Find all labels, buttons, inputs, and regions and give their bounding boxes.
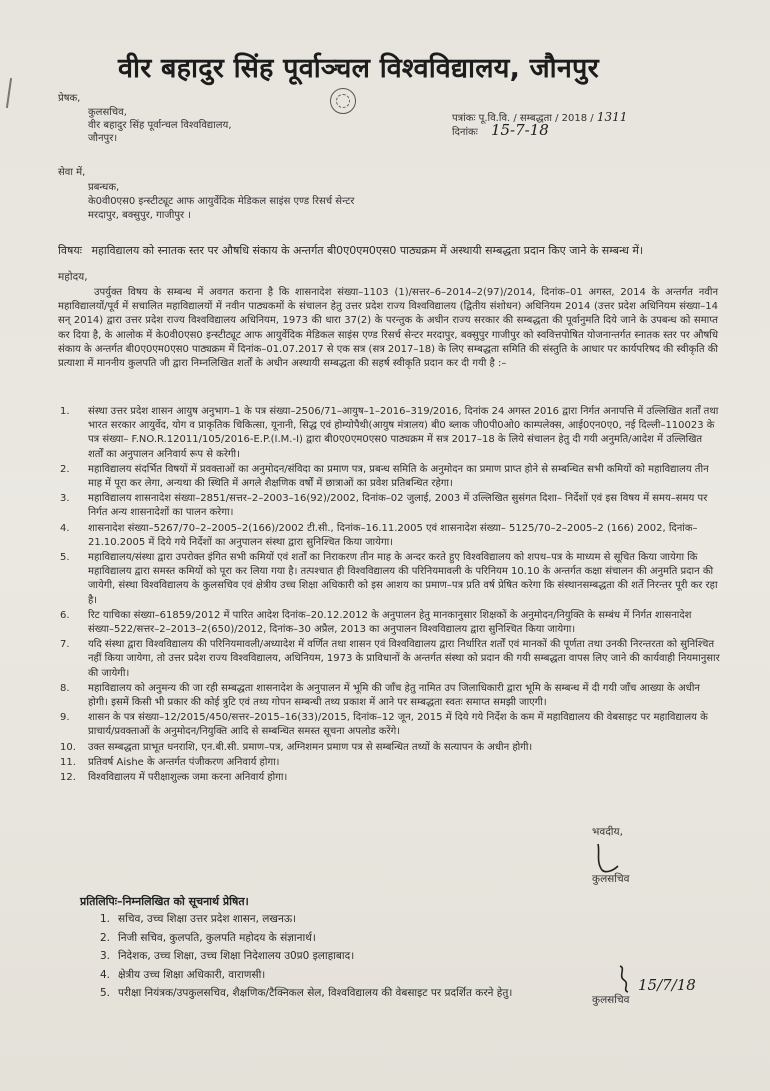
condition-item: 6. रिट याचिका संख्या–61859/2012 में पारित आदेश दिनांक–20.12.2012 के अनुपालन हेतु मानकानुसार शिक्षकों के अनुमोदन/नियुक्ति के सम्बंध में निर्गत शासनादेश संख्या–522/सत्तर–2–2013–2(650)/2012, दिनांक–30 अप्रैल, 2013 का अनुपालन विश्वविद्यालय द्वारा सुनिश्चित किया जायेगा। [60, 609, 692, 636]
sender-line-3: जौनपुर। [88, 133, 118, 144]
date-label: दिनांकः [452, 127, 478, 138]
condition-item: 9. शासन के पत्र संख्या–12/2015/450/सत्तर–2015–16(33)/2015, दिनांक–12 जून, 2015 में दिये गये निर्देश के कम में महाविद्यालय की वेबसाइट पर महाविद्यालय के प्राचार्य/प्रवक्ताओं के अनुमोदन/नियुक्ति आदि से सम्बन्धित समस्त सूचना अपलोड करेंगे। [60, 712, 708, 738]
condition-item: 3. महाविद्यालय शासनादेश संख्या–2851/सत्तर–2–2003–16(92)/2002, दिनांक–02 जुलाई, 2003 में उल्लिखित सुसंगत दिशा– निर्देशों एवं इस विषय में समय–समय पर निर्गत अन्य शासनादेशों का पालन करेगा। [60, 493, 708, 519]
recipient-label: सेवा में, [58, 167, 86, 178]
condition-item: 1. संस्था उत्तर प्रदेश शासन आयुष अनुभाग–1 के पत्र संख्या–2506/71–आयुष–1–2016–319/2016, दिनांक 24 अगस्त 2016 द्वारा निर्गत अनापत्ति में उल्लिखित शर्तों तथा भारत सरकार आयुर्वेद, योग व प्राकृतिक चिकित्सा, यूनानी, सिद्ध एवं होम्योपैथी(आयुष मंत्रालय) बी0 ब्लाक जी0पी0ओ0 काम्पलेक्स, आई0एन0ए0, नई दिल्ली–110023 के पत्र संख्या– F.NO.R.12011/105/2016-E.P.(I.M.-I) द्वारा बी0ए0एम0एस0 पाठ्यक्रम में सत्र 2017–18 के लिये संचालन हेतु दी गयी अनुमति/आदेश में उल्लिखित शर्तों का अनुपालन अनिवार्य रूप से करेगी। [60, 406, 719, 460]
reference-handwritten-number: 1311 [596, 110, 628, 124]
condition-item: 4. शासनादेश संख्या–5267/70–2–2005–2(166)/2002 टी.सी., दिनांक–16.11.2005 एवं शासनादेश संख्या– 5125/70–2–2005–2 (166) 2002, दिनांक–21.10.2005 में दिये गये निर्देशों का अनुपालन संस्था द्वारा सुनिश्चित किया जायेगा। [60, 522, 698, 548]
university-seal-icon [330, 88, 356, 114]
body-paragraph: उपर्युक्त विषय के सम्बन्ध में अवगत कराना है कि शासनादेश संख्या–1103 (1)/सत्तर–6–2014–2(97)/2014, दिनांक–01 अगस्त, 2014 के अन्तर्गत नवीन महाविद्यालयों/पूर्व में सचालित महाविद्यालयों में नवीन पाठ्यकमों के संचालन हेतु उत्तर प्रदेश राज्य विश्वविद्यालय (द्वितीय संशोधन) अधिनियम 2014 (उत्तर प्रदेश अधिनियम संख्या–14 सन् 2014) द्वारा उत्तर प्रदेश राज्य विश्वविद्यालय अधिनियम, 1973 की धारा 37(2) के परन्तुक के अधीन राज्य सरकार की सम्बद्धता की पूर्वानुमति दिये जाने के उपबन्ध को समाप्त कर दिया है, के आलोक में के0वी0एस0 इन्स्टीट्यूट आफ आयुर्वेदिक मेडिकल साइंस एण्ड रिसर्च सेन्टर मरदापुर, बक्सुपुर गाजीपुर को स्ववित्तपोषित योजनान्तर्गत स्नातक स्तर पर औषधि संकाय के अन्तर्गत बी0ए0एम0एस0 पाठ्यक्रम में दिनांक–01.07.2017 से एक सत्र (सत्र 2017–18) के लिए सम्बद्धता समिति की संस्तुति के आधार पर कार्यपरिषद की स्वीकृति की प्रत्याशा में माननीय कुलपति जी द्वारा निम्नलिखित शर्तों के अधीन अस्थायी सम्बद्धता की सहर्ष स्वीकृति प्रदान कर दी गयी है :– [58, 287, 718, 370]
condition-item: 7. यदि संस्था द्वारा विश्वविद्यालय की परिनियमावली/अध्यादेश में वर्णित तथा शासन एवं विश्वविद्यालय द्वारा निर्धारित शर्तों एवं मानकों की पूर्णता तथा उनकी निरन्तरता को सुनिश्चित नहीं किया जायेगा, तो उत्तर प्रदेश राज्य विश्वविद्यालय, अधिनियम, 1973 के प्राविधानों के अन्तर्गत संस्था को प्रदान की गयी सम्बद्धता वापस लिए जाने की कार्यवाही नियमानुसार की जायेगी। [60, 639, 720, 679]
letter-date [452, 121, 549, 139]
copy-item: 5. परीक्षा नियंत्रक/उपकुलसचिव, शैक्षणिक/टैक्निकल सेल, विश्वविद्यालय की वेबसाइट पर प्रदर्शित करने हेतु। [100, 987, 513, 999]
margin-mark [6, 78, 12, 108]
copy-item: 1. सचिव, उच्च शिक्षा उत्तर प्रदेश शासन, लखनऊ। [100, 913, 297, 925]
recipient-line-1: प्रबन्धक, [88, 182, 120, 193]
subject [58, 243, 718, 259]
condition-item: 12. विश्वविद्यालय में परीक्षाशुल्क जमा करना अनिवार्य होगा। [60, 772, 288, 784]
sender-line-2: वीर बहादुर सिंह पूर्वान्चल विश्वविद्यालय, [88, 120, 232, 131]
copy-designation: कुलसचिव [592, 994, 630, 1006]
condition-item: 11. प्रतिवर्ष Aishe के अन्तर्गत पंजीकरण अनिवार्य होगा। [60, 756, 280, 768]
copy-handwritten-date: 15/7/18 [638, 976, 696, 994]
condition-item: 10. उक्त सम्बद्धता प्राभूत धनराशि, एन.बी.सी. प्रमाण–पत्र, अग्निशमन प्रमाण पत्र से सम्बन्धित तथ्यों के सत्यापन के अधीन होगी। [60, 741, 533, 753]
subject-text: महाविद्यालय को स्नातक स्तर पर औषधि संकाय के अन्तर्गत बी0ए0एम0एस0 पाठ्यक्रम में अस्थायी सम्बद्धता प्रदान किए जाने के सम्बन्ध में। [91, 244, 644, 257]
sender-label: प्रेषक, [58, 93, 81, 104]
salutation: महोदय, [58, 271, 88, 283]
copy-item: 3. निदेशक, उच्च शिक्षा, उच्च शिक्षा निदेशालय उ0प्र0 इलाहाबाद। [100, 950, 355, 962]
university-title: वीर बहादुर सिंह पूर्वाञ्चल विश्वविद्यालय, जौनपुर [118, 53, 599, 84]
recipient-line-3: मरदापुर, बक्सुपुर, गाजीपुर । [88, 210, 192, 221]
copy-heading: प्रतिलिपिः–निम्नलिखित को सूचनार्थ प्रेषित। [80, 895, 249, 908]
reference-label: पत्रांकः पू.वि.वि. / सम्बद्धता / 2018 / [452, 113, 594, 124]
copy-item: 4. क्षेत्रीय उच्च शिक्षा अधिकारी, वाराणसी। [100, 968, 266, 981]
closing-bhavdiya: भवदीय, [592, 826, 623, 838]
registrar-signature-icon [588, 840, 648, 876]
date-handwritten: 15-7-18 [490, 121, 549, 139]
condition-item: 8. महाविद्यालय को अनुमन्य की जा रही सम्बद्धता शासनादेश के अनुपालन में भूमि की जाँच हेतु नामित उप जिलाधिकारी द्वारा भूमि के सम्बन्ध में दी गयी जाँच आख्या के अधीन होगी। इसमें किसी भी प्रकार की कोई त्रुटि एवं तथ्य गोपन सम्बन्धी तथ्य प्रकाश में आने पर सम्बद्धता स्वतः समाप्त समझी जाएगी। [60, 682, 700, 709]
copy-list [100, 910, 640, 1003]
condition-item: 5. महाविद्यालय/संस्था द्वारा उपरोक्त इंगित सभी कमियों एवं शर्तों का निराकरण तीन माह के अन्दर करते हुए विश्वविद्यालय को शपथ–पत्र के माध्यम से सूचित किया जायेगा कि महाविद्यालय द्वारा समस्त कमियों को पूरा कर लिया गया है। तत्पश्चात ही विश्वविद्यालय की परिनियमावली के परिनियम 10.10 के अन्तर्गत कक्षा संचालन की अनुमति प्रदान की जायेगी, संस्था विश्वविद्यालय के कुलसचिव एवं क्षेत्रीय उच्च शिक्षा अधिकारी को इस आशय का प्रमाण–पत्र प्रति वर्ष प्रेषित करेगा कि संस्थानसम्बद्धता की शर्ते निरन्तर पूरी कर रहा है। [60, 552, 718, 606]
copy-item: 2. निजी सचिव, कुलपति, कुलपति महोदय के संज्ञानार्थ। [100, 931, 316, 944]
closing-designation: कुलसचिव [592, 873, 630, 885]
sender-line-1: कुलसचिव, [88, 107, 127, 118]
conditions-list [60, 405, 720, 786]
subject-label: विषयः [58, 244, 82, 257]
recipient-line-2: के0वी0एस0 इन्स्टीट्यूट आफ आयुर्वेदिक मेडिकल साइंस एण्ड रिसर्च सेन्टर [88, 196, 355, 207]
condition-item: 2. महाविद्यालय संदर्भित विषयों में प्रवक्ताओं का अनुमोदन/संविदा का प्रमाण पत्र, प्रबन्ध समिति के अनुमोदन का प्रमाण प्राप्त होने से सम्बन्धित सभी कमियों को महाविद्यालय तीन माह में पूरा कर लेगा, अन्यथा की स्थिति में अगले शैक्षणिक वर्षों में छात्राओं का प्रवेश प्रतिबन्धित रहेगा। [60, 463, 709, 490]
